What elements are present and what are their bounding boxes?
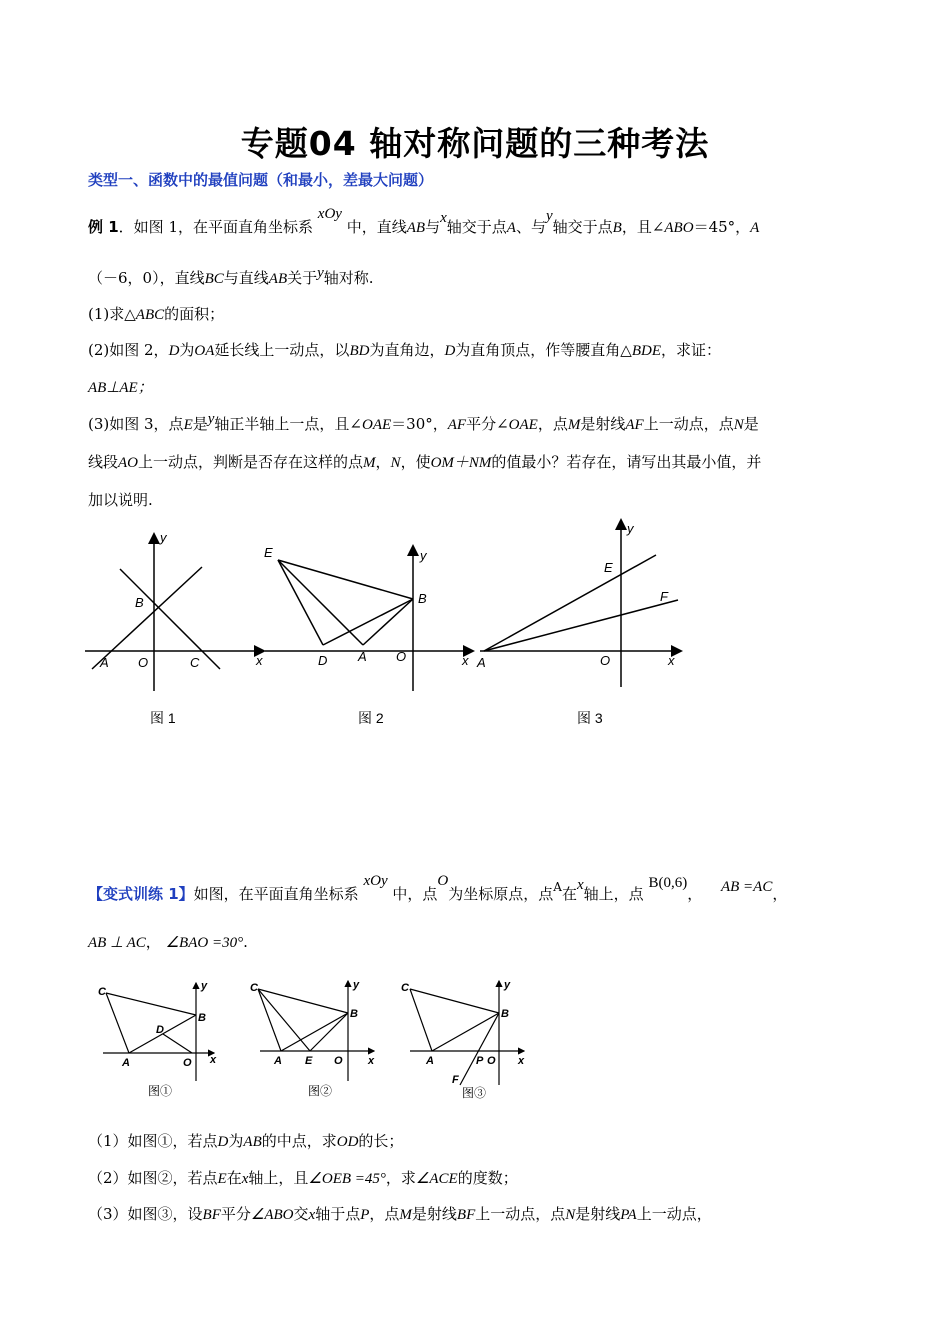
- svg-text:B: B: [501, 1008, 509, 1020]
- svg-text:x: x: [518, 1055, 525, 1067]
- example1-question3-line2: 线段AO上一动点，判断是否存在这样的点M，N，使OM＋NM的值最小？若存在，请写出其最小值，并: [88, 453, 762, 471]
- training1-question1: （1）如图①，若点D为AB的中点，求OD的长；: [88, 1132, 404, 1150]
- svg-text:F: F: [452, 1074, 459, 1086]
- example1-question2: (2)如图 2，D为OA延长线上一动点，以BD为直角边，D为直角顶点，作等腰直角△BDE，求证：: [88, 341, 722, 359]
- svg-text:y: y: [504, 979, 511, 991]
- fig2-line-ed: [278, 560, 323, 645]
- training1-line1: 【变式训练 1】如图，在平面直角坐标系 xOy 中，点O为坐标原点，点$^A$在x轴上，点 B(0,6)， AB =AC，: [88, 873, 788, 903]
- fig3-label-f: F: [660, 589, 668, 604]
- svg-text:A: A: [122, 1057, 130, 1069]
- svg-text:C: C: [98, 986, 106, 998]
- fig3-label-e: E: [604, 560, 613, 575]
- example1-question2-line2: AB⊥AE；: [88, 380, 153, 396]
- example1-line1: 例 1．如图 1，在平面直角坐标系 xOy 中，直线AB与x轴交于点A、与y轴交于点B，且∠ABO＝45°，A: [88, 206, 760, 236]
- figure-2: [265, 547, 472, 691]
- svg-text:D: D: [156, 1024, 164, 1036]
- fig2-label-y: y: [420, 548, 427, 563]
- svg-text:O: O: [183, 1057, 192, 1069]
- fig1-label-c: C: [190, 655, 200, 670]
- fig3-line-af: [484, 600, 678, 651]
- training1-question3: （3）如图③，设BF平分∠ABO交x轴于点P，点M是射线BF上一动点，点N是射线PA上一动点，: [88, 1205, 712, 1223]
- training1-question2: （2）如图②，若点E在x轴上，且∠OEB =45°，求∠ACE的度数；: [88, 1169, 518, 1187]
- fig2-caption: 图 2: [358, 710, 384, 726]
- training1-line2: AB ⊥ AC， ∠BAO =30°.: [88, 933, 248, 951]
- example1-question3: (3)如图 3，点E是y轴正半轴上一点，且∠OAE＝30°，AF平分∠OAE，点M是射线AF上一动点，点N是: [88, 411, 759, 433]
- svg-text:A: A: [426, 1055, 434, 1067]
- fig1-label-o: O: [138, 655, 149, 670]
- fig2-label-o: O: [396, 649, 407, 664]
- svg-text:图①: 图①: [148, 1084, 173, 1098]
- fig1-line-bc: [120, 569, 220, 669]
- fig1-label-x: x: [256, 653, 263, 668]
- training1-figures: [88, 973, 548, 1103]
- svg-text:C: C: [401, 982, 409, 994]
- svg-text:O: O: [334, 1055, 343, 1067]
- svg-text:x: x: [368, 1055, 375, 1067]
- example1-line2: （－6，0），直线BC与直线AB关于y轴对称.: [88, 265, 374, 287]
- example1-figures: [80, 515, 700, 735]
- fig2-label-x: x: [462, 653, 469, 668]
- svg-text:x: x: [210, 1054, 217, 1066]
- page-title: 专题04 轴对称问题的三种考法: [240, 124, 710, 163]
- fig1-line-ab: [92, 567, 202, 669]
- svg-text:A: A: [274, 1055, 282, 1067]
- fig2-label-e: E: [264, 545, 273, 560]
- svg-text:E: E: [305, 1055, 313, 1067]
- example1-question3-line3: 加以说明.: [88, 491, 153, 509]
- svg-text:B: B: [198, 1012, 206, 1024]
- fig3-label-x: x: [668, 653, 675, 668]
- svg-text:y: y: [353, 979, 360, 991]
- fig2-line-db: [323, 599, 413, 645]
- training-label: 【变式训练 1】: [88, 885, 194, 903]
- figure-1: [85, 535, 263, 691]
- fig2-label-b: B: [418, 591, 427, 606]
- fig1-label-y: y: [160, 530, 167, 545]
- fig2-line-ab: [363, 599, 413, 645]
- example-label: 例 1: [88, 218, 119, 236]
- fig1-caption: 图 1: [150, 710, 176, 726]
- fig1-label-b: B: [135, 595, 144, 610]
- fig2-label-a: A: [358, 649, 367, 664]
- fig3-label-o: O: [600, 653, 611, 668]
- fig3-caption: 图 3: [577, 710, 603, 726]
- figure-circle-3: [410, 981, 524, 1085]
- figure-3: [480, 521, 680, 687]
- svg-text:B: B: [350, 1008, 358, 1020]
- section-heading: 类型一、函数中的最值问题（和最小，差最大问题）: [88, 171, 434, 189]
- fig2-label-d: D: [318, 653, 328, 668]
- svg-text:图②: 图②: [308, 1084, 333, 1098]
- fig3-label-y: y: [627, 521, 634, 536]
- svg-text:C: C: [250, 982, 258, 994]
- coord-system: xOy: [317, 206, 342, 222]
- svg-text:y: y: [201, 980, 208, 992]
- svg-text:P: P: [476, 1055, 484, 1067]
- svg-text:O: O: [487, 1055, 496, 1067]
- fig3-label-a: A: [477, 655, 486, 670]
- fig1-label-a: A: [100, 655, 109, 670]
- fig3-line-ae: [484, 555, 656, 651]
- svg-text:图③: 图③: [462, 1086, 487, 1100]
- example1-question1: (1)求△ABC的面积；: [88, 305, 225, 323]
